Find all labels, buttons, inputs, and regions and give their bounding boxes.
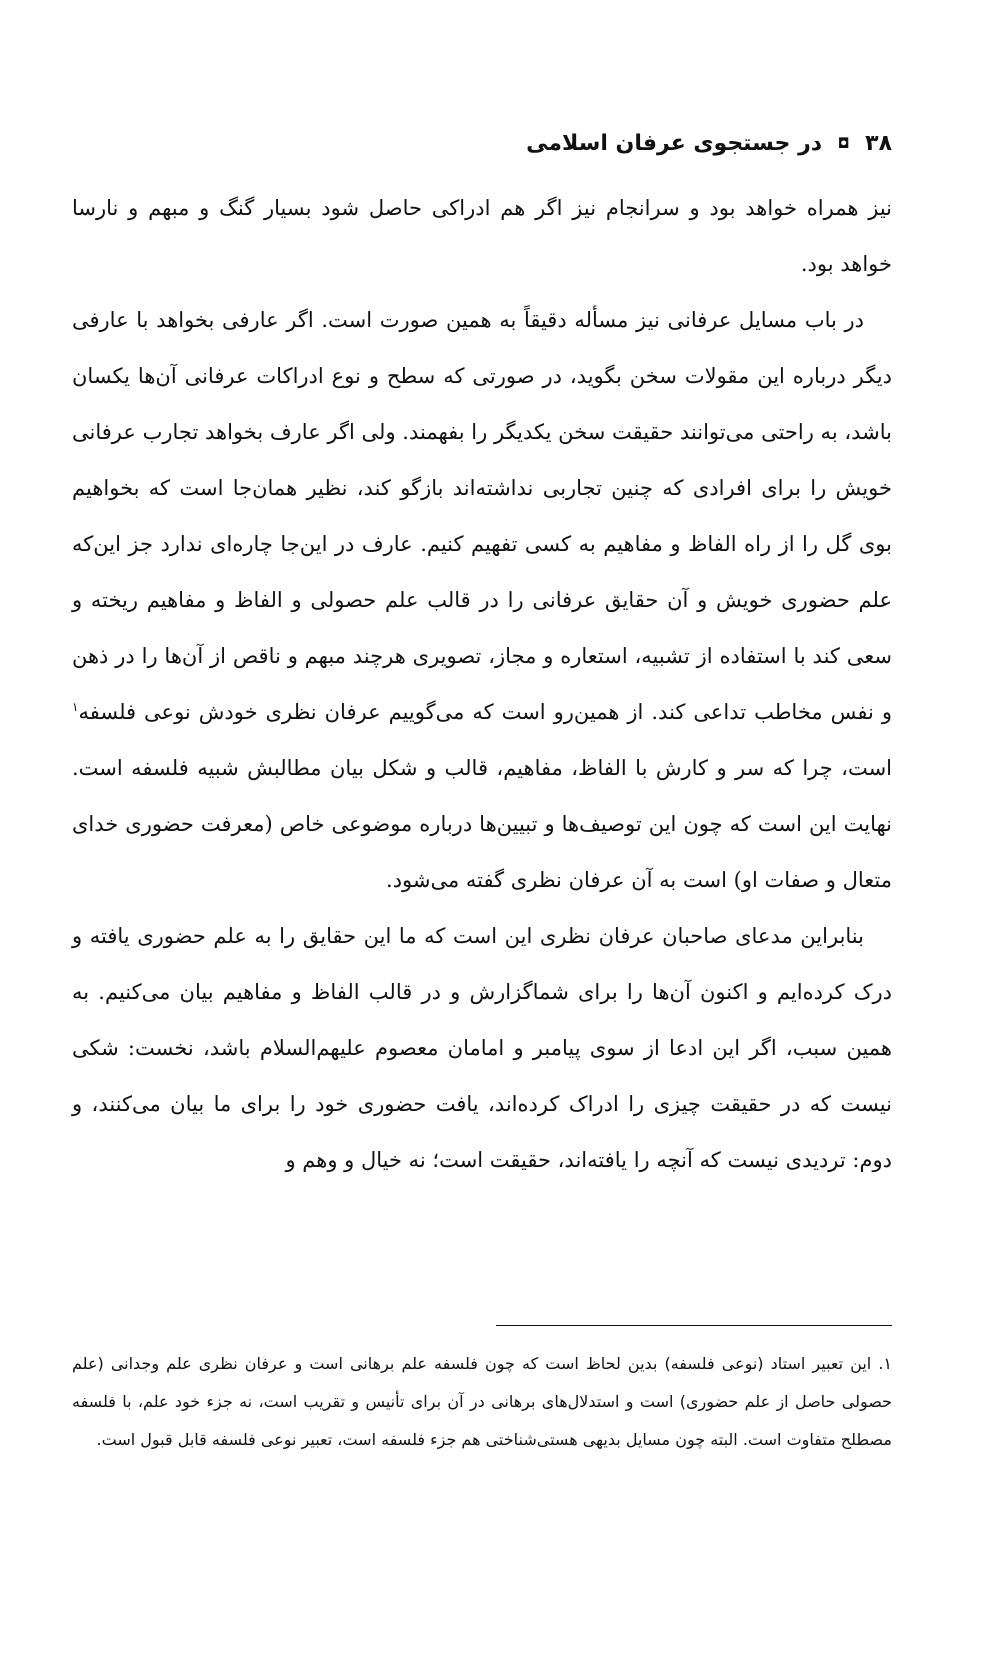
footnotes	[72, 1345, 892, 1459]
main-text	[72, 180, 892, 1188]
footnote-divider	[496, 1325, 892, 1326]
page-number: ۳۸	[865, 131, 892, 156]
paragraph-text-continued: است، چرا که سر و کارش با الفاظ، مفاهیم، قالب و شکل بیان مطالبش شبیه فلسفه است. نهایت این است که چون این توصیف‌ها و تبیین‌ها درباره موضوعی خاص (معرفت حضوری خدای متعال و صفات او) است به آن عرفان نظری گفته می‌شود.	[72, 756, 892, 892]
running-header	[100, 128, 892, 160]
paragraph-text: در باب مسایل عرفانی نیز مسأله دقیقاً به همین صورت است. اگر عارفی بخواهد با عارفی دیگر درباره این مقولات سخن بگوید، در صورتی که سطح و نوع ادراکات عرفانی آن‌ها یکسان باشد، به راحتی می‌توانند حقیقت سخن یکدیگر را بفهمند. ولی اگر عارف بخواهد تجارب عرفانی خویش را برای افرادی که چنین تجاربی نداشته‌اند بازگو کند، نظیر همان‌جا است که بخواهیم بوی گل را از راه الفاظ و مفاهیم به کسی تفهیم کنیم. عارف در این‌جا چاره‌ای ندارد جز این‌که علم حضوری خویش و آن حقایق عرفانی را در قالب علم حصولی و الفاظ و مفاهیم ریخته و سعی کند با استفاده از تشبیه، استعاره و مجاز، تصویری هرچند مبهم و ناقص از آن‌ها را در ذهن و نفس مخاطب تداعی کند. از همین‌رو است که می‌گوییم عرفان نظری خودش نوعی فلسفه	[72, 308, 892, 724]
header-separator: ◘	[837, 136, 850, 152]
footnote-reference[interactable]: ۱	[72, 700, 79, 714]
paragraph-claim: بنابراین مدعای صاحبان عرفان نظری این است که ما این حقایق را به علم حضوری یافته و درک کرده‌ایم و اکنون آن‌ها را برای شماگزارش و در قالب الفاظ و مفاهیم بیان می‌کنیم. به همین سبب، اگر این ادعا از سوی پیامبر و امامان معصوم علیهم‌السلام باشد، نخست: شکی نیست که در حقیقت چیزی را ادراک کرده‌اند، یافت حضوری خود را برای ما بیان می‌کنند، و دوم: تردیدی نیست که آنچه را یافته‌اند، حقیقت است؛ نه خیال و وهم و	[72, 924, 892, 1172]
paragraph-theoretical-mysticism	[72, 292, 892, 908]
book-title: در جستجوی عرفان اسلامی	[526, 131, 823, 156]
footnote-1: ۱. این تعبیر استاد (نوعی فلسفه) بدین لحاظ است که چون فلسفه علم برهانی است و عرفان نظری علم وجدانی (علم حصولی حاصل از علم حضوری) است و استدلال‌های برهانی در آن برای تأنیس و تقریب است، نه جزء خود علم، با فلسفه مصطلح متفاوت است. البته چون مسایل بدیهی هستی‌شناختی هم جزء فلسفه است، تعبیر نوعی فلسفه قابل قبول است.	[72, 1354, 892, 1449]
paragraph-continued: نیز همراه خواهد بود و سرانجام نیز اگر هم ادراکی حاصل شود بسیار گنگ و مبهم و نارسا خواهد بود.	[72, 196, 892, 276]
